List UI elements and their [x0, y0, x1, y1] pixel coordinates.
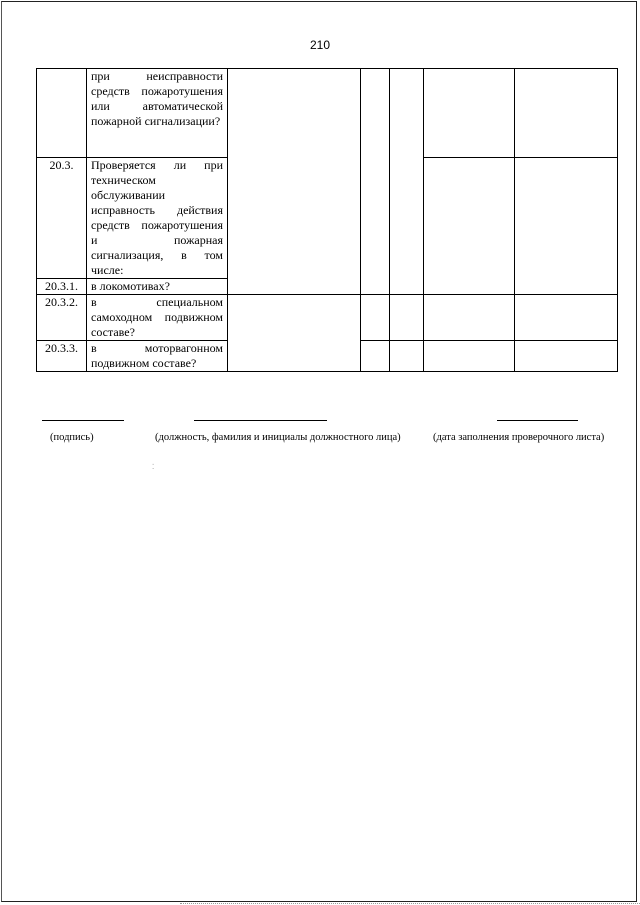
page-number: 210	[309, 38, 331, 52]
note-cell	[515, 295, 618, 341]
note-cell	[515, 69, 618, 158]
legal-basis-cell	[228, 295, 361, 372]
answer-yes-cell	[361, 69, 390, 295]
note-cell	[515, 341, 618, 372]
scan-speck: ⁚	[152, 463, 155, 471]
answer-yes-cell	[361, 295, 390, 341]
answer-yes-cell	[361, 341, 390, 372]
not-applicable-cell	[424, 295, 515, 341]
signature-label: (подпись)	[50, 432, 94, 443]
question-text: в моторвагонном подвижном составе?	[87, 341, 228, 372]
signature-block	[0, 410, 640, 460]
item-number: 20.3.1.	[37, 279, 87, 295]
official-name-line	[194, 420, 327, 421]
item-number: 20.3.3.	[37, 341, 87, 372]
item-number	[37, 69, 87, 158]
answer-no-cell	[390, 69, 424, 295]
question-text: Проверяется ли при техническом обслуживании исправность действия средств пожаротушения и пожарная сигнализация, в том числе:	[87, 158, 228, 279]
question-text: в локомотивах?	[87, 279, 228, 295]
scan-artifact	[180, 903, 640, 904]
date-line	[497, 420, 578, 421]
question-text: при неисправности средств пожаротушения или автоматической пожарной сигнализации?	[87, 69, 228, 158]
answer-no-cell	[390, 341, 424, 372]
not-applicable-cell	[424, 158, 515, 295]
table-row	[37, 295, 618, 341]
item-number: 20.3.2.	[37, 295, 87, 341]
date-label: (дата заполнения проверочного листа)	[433, 432, 605, 443]
official-label: (должность, фамилия и инициалы должностного лица)	[155, 432, 401, 443]
note-cell	[515, 158, 618, 295]
item-number: 20.3.	[37, 158, 87, 279]
question-text: в специальном самоходном подвижном составе?	[87, 295, 228, 341]
legal-basis-cell	[228, 69, 361, 295]
answer-no-cell	[390, 295, 424, 341]
signature-line	[42, 420, 124, 421]
not-applicable-cell	[424, 69, 515, 158]
table-row	[37, 69, 618, 158]
checklist-table	[36, 68, 618, 372]
not-applicable-cell	[424, 341, 515, 372]
